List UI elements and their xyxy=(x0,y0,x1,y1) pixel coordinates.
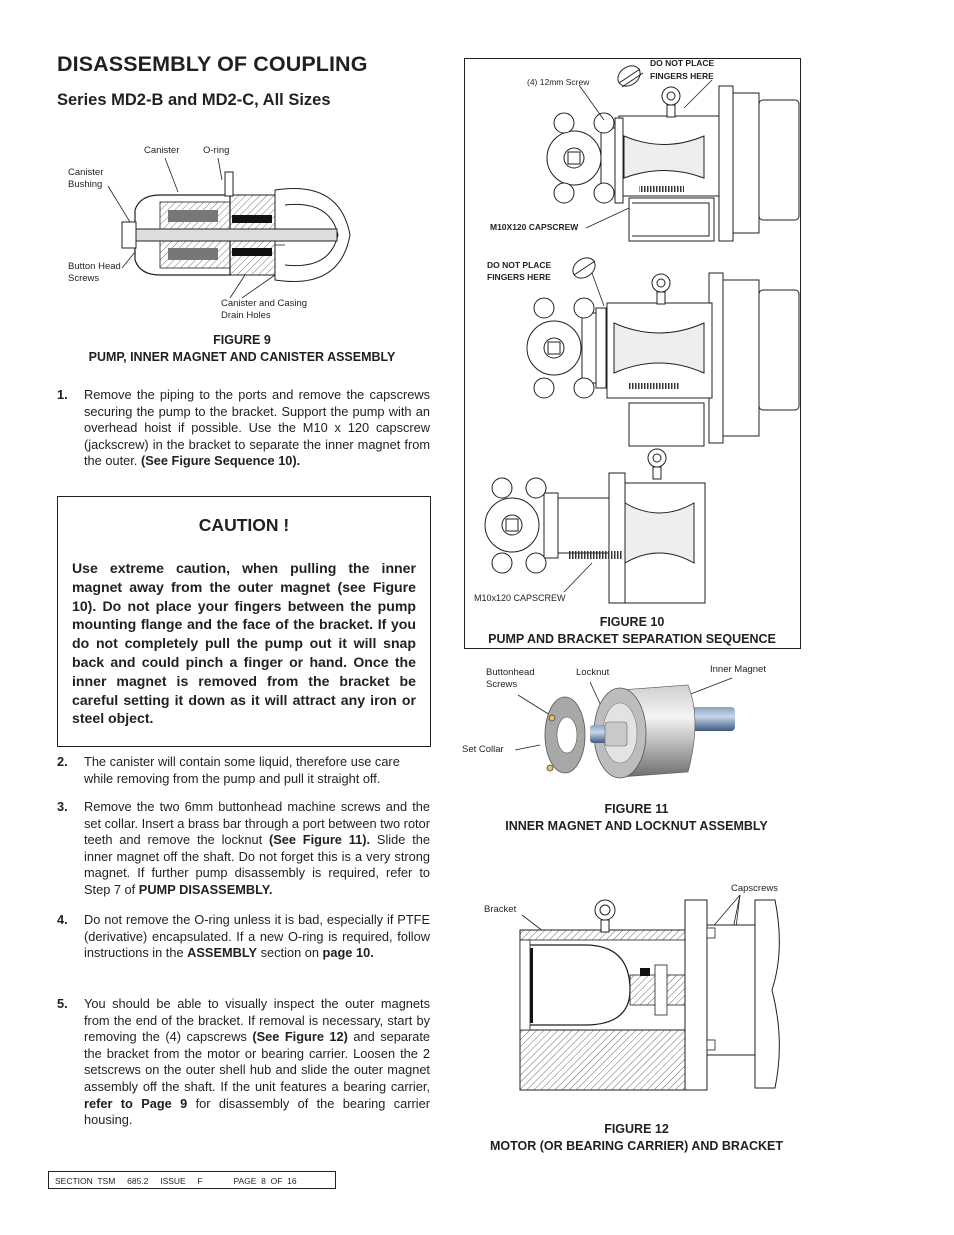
label-bracket: Bracket xyxy=(484,904,517,915)
step-5-bold-b: refer to Page 9 xyxy=(84,1095,188,1111)
figure-12-drawing xyxy=(500,890,800,1100)
step-1 xyxy=(57,387,430,470)
step-4-bold-a: ASSEMBLY xyxy=(187,945,258,961)
label-fingers-here-1: FINGERS HERE xyxy=(650,71,714,81)
step-5 xyxy=(57,996,430,1129)
step-3-bold-a: (See Figure 11). xyxy=(268,832,371,848)
label-locknut: Locknut xyxy=(576,667,610,678)
step-3 xyxy=(57,799,430,899)
step-1-number: 1. xyxy=(57,387,68,402)
step-4-number: 4. xyxy=(57,912,68,927)
step-5-text-a: You should be able to visually inspect the outer magnets from the end of the bracket. If removal is necessary, start by removing the (4) capscrews xyxy=(84,996,430,1045)
page-footer xyxy=(48,1171,336,1189)
step-5-text-b: and separate the bracket from the motor or bearing carrier. Loosen the 2 setscrews on the outer shell hub and slide the outer magnet assembly off the shaft. If the unit features a bearing carrier, xyxy=(84,1029,430,1094)
footer-issue: F xyxy=(197,1176,203,1186)
label-capscrews: Capscrews xyxy=(731,883,778,894)
step-2-number: 2. xyxy=(57,754,68,769)
figure-12-number: FIGURE 12 xyxy=(604,1122,669,1136)
step-1-bold: (See Figure Sequence 10). xyxy=(140,453,301,469)
label-drain-holes: Canister and Casing Drain Holes xyxy=(221,298,308,321)
label-do-not-place-2: DO NOT PLACE xyxy=(487,260,552,270)
label-buttonhead-screws: Buttonhead Screws xyxy=(486,667,535,690)
step-1-text: Remove the piping to the ports and remove the capscrews securing the pump to the bracket. Support the pump with an overhead hoist if possible. Use the M10 x 120 capscrew (jackscrew) in the bracket to separate the inner magnet from the outer. xyxy=(84,387,430,469)
figure-12-caption: MOTOR (OR BEARING CARRIER) AND BRACKET xyxy=(489,1139,784,1153)
step-3-number: 3. xyxy=(57,799,68,814)
sequence-3 xyxy=(485,449,705,603)
label-12mm-screw: (4) 12mm Screw xyxy=(527,77,590,87)
page-title: DISASSEMBLY OF COUPLING xyxy=(57,52,368,76)
label-canister-bushing: Canister Bushing xyxy=(68,167,104,190)
figure-10-caption: PUMP AND BRACKET SEPARATION SEQUENCE xyxy=(488,632,776,646)
step-4-bold-b: page 10. xyxy=(322,945,374,961)
label-capscrew-1: M10X120 CAPSCREW xyxy=(490,222,579,232)
step-3-text-b: Slide the inner magnet off the shaft. Do not forget this is a very strong magnet. If further pump disassembly is required, refer to Step 7 of xyxy=(84,832,430,897)
label-button-head-screws: Button Head Screws xyxy=(68,261,121,284)
footer-page: PAGE 8 OF 16 xyxy=(233,1176,297,1186)
figure-11-caption: INNER MAGNET AND LOCKNUT ASSEMBLY xyxy=(505,819,768,833)
step-5-text-c: for disassembly of the bearing carrier housing. xyxy=(84,1095,431,1128)
figure-11-number: FIGURE 11 xyxy=(604,802,669,816)
label-inner-magnet: Inner Magnet xyxy=(710,664,766,675)
step-2-text: The canister will contain some liquid, therefore use care while removing from the pump and pull it straight off. xyxy=(84,754,400,786)
footer-section: SECTION TSM xyxy=(55,1176,116,1186)
step-4-text-b: section on xyxy=(257,945,323,961)
step-3-text-a: Remove the two 6mm buttonhead machine screws and the set collar. Insert a brass bar through a port between two rotor teeth and remove the locknut xyxy=(84,799,430,848)
caution-body: Use extreme caution, when pulling the inner magnet away from the outer magnet (see Figure 10). Do not place your fingers between the pump mounting flange and the face of the bracket. If you do not completely pull the pump out it will snap back and could pinch a finger or hand. Once the inner magnet is removed from the bracket be careful setting it down as it will attract any iron or steel object. xyxy=(72,560,416,727)
label-capscrew-3: M10x120 CAPSCREW xyxy=(474,593,566,603)
step-3-bold-b: PUMP DISASSEMBLY. xyxy=(138,881,273,897)
page-subtitle: Series MD2-B and MD2-C, All Sizes xyxy=(57,91,331,109)
caution-title: CAUTION ! xyxy=(198,515,290,535)
figure-11-drawing xyxy=(470,680,750,790)
step-4 xyxy=(57,912,430,962)
sequence-1 xyxy=(547,62,799,241)
figure-10-drawing xyxy=(464,58,800,618)
label-fingers-here-2: FINGERS HERE xyxy=(487,272,551,282)
label-set-collar: Set Collar xyxy=(462,744,504,755)
label-oring: O-ring xyxy=(203,145,230,156)
figure-10-number: FIGURE 10 xyxy=(599,615,665,629)
step-5-number: 5. xyxy=(57,996,68,1011)
figure-9-number: FIGURE 9 xyxy=(213,333,271,347)
sequence-2 xyxy=(527,254,799,446)
figure-9-drawing xyxy=(100,150,360,310)
footer-issue-label: ISSUE xyxy=(160,1176,186,1186)
label-do-not-place-1: DO NOT PLACE xyxy=(650,58,715,68)
label-canister: Canister xyxy=(144,145,180,156)
step-4-text-a: Do not remove the O-ring unless it is bad, especially if PTFE (derivative) encapsulated. If a new O-ring is required, follow instructions in the xyxy=(84,912,430,961)
step-2 xyxy=(57,754,430,787)
figure-9-caption: PUMP, INNER MAGNET AND CANISTER ASSEMBLY xyxy=(88,350,396,364)
footer-number: 685.2 xyxy=(127,1176,149,1186)
step-5-bold-a: (See Figure 12) xyxy=(252,1029,348,1045)
caution-box xyxy=(57,496,431,747)
